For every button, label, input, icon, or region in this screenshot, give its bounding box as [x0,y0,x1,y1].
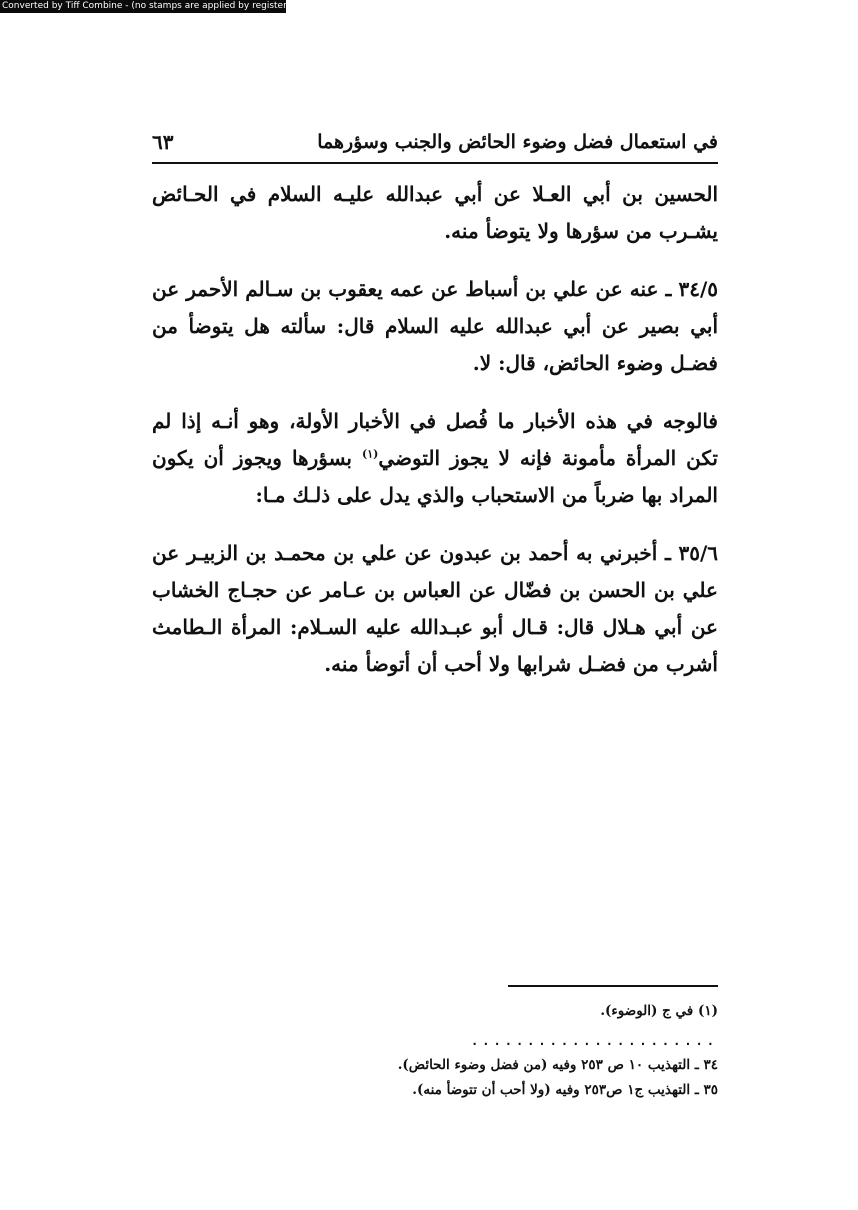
footnotes-section [300,985,718,1103]
source-reference-35: ٣٥ ـ التهذيب ج١ ص٢٥٣ وفيه (ولا أحب أن تتوضأ منه). [412,1082,718,1098]
running-header [152,122,718,164]
paragraph-2: ٣٤/٥ ـ عنه عن علي بن أسباط عن عمه يعقوب بن سـالم الأحمر عن أبي بصير عن أبي عبدالله عليه السلام قال: سألته هل يتوضأ من فضـل وضوء الحائض، قال: لا. [152,277,718,375]
paragraph-3-text-a: فالوجه في هذه الأخبار ما فُصل في الأخبار الأولة، وهو أنـه إذا لم تكن المرأة مأمونة فإنه لا يجوز التوضي [152,409,718,470]
footnote-marker: (١) [361,447,379,461]
page-number: ٦٣ [152,130,174,154]
footnote-rule [508,985,718,987]
footnote-separator: ...................... [471,1034,718,1048]
footnote-1: (١) في ج (الوضوء). [600,1003,718,1019]
main-text [152,176,718,704]
source-reference-34: ٣٤ ـ التهذيب ١٠ ص ٢٥٣ وفيه (من فضل وضوء الحائض). [397,1057,718,1073]
paragraph-3 [152,403,718,514]
conversion-banner: Converted by Tiff Combine - (no stamps are applied by registered version) [2,1,338,11]
paragraph-4: ٣٥/٦ ـ أخبرني به أحمد بن عبدون عن علي بن محمـد بن الزبيـر عن علي بن الحسن بن فضّال عن العباس بن عـامر عن حجـاج الخشاب عن أبي هـلال قال: قـال أبو عبـدالله عليه السـلام: المرأة الـطامث أشرب من فضـل شرابها ولا أحب أن أتوضأ منه. [152,541,718,676]
paragraph-1: الحسين بن أبي العـلا عن أبي عبدالله عليـه السلام في الحـائض يشـرب من سؤرها ولا يتوضأ منه. [152,182,718,243]
paragraph-3-text-b: بسؤرها ويجوز أن يكون المراد بها ضرباً من الاستحباب والذي يدل على ذلـك مـا: [152,446,718,507]
running-title: في استعمال فضل وضوء الحائض والجنب وسؤرهما [317,131,718,153]
